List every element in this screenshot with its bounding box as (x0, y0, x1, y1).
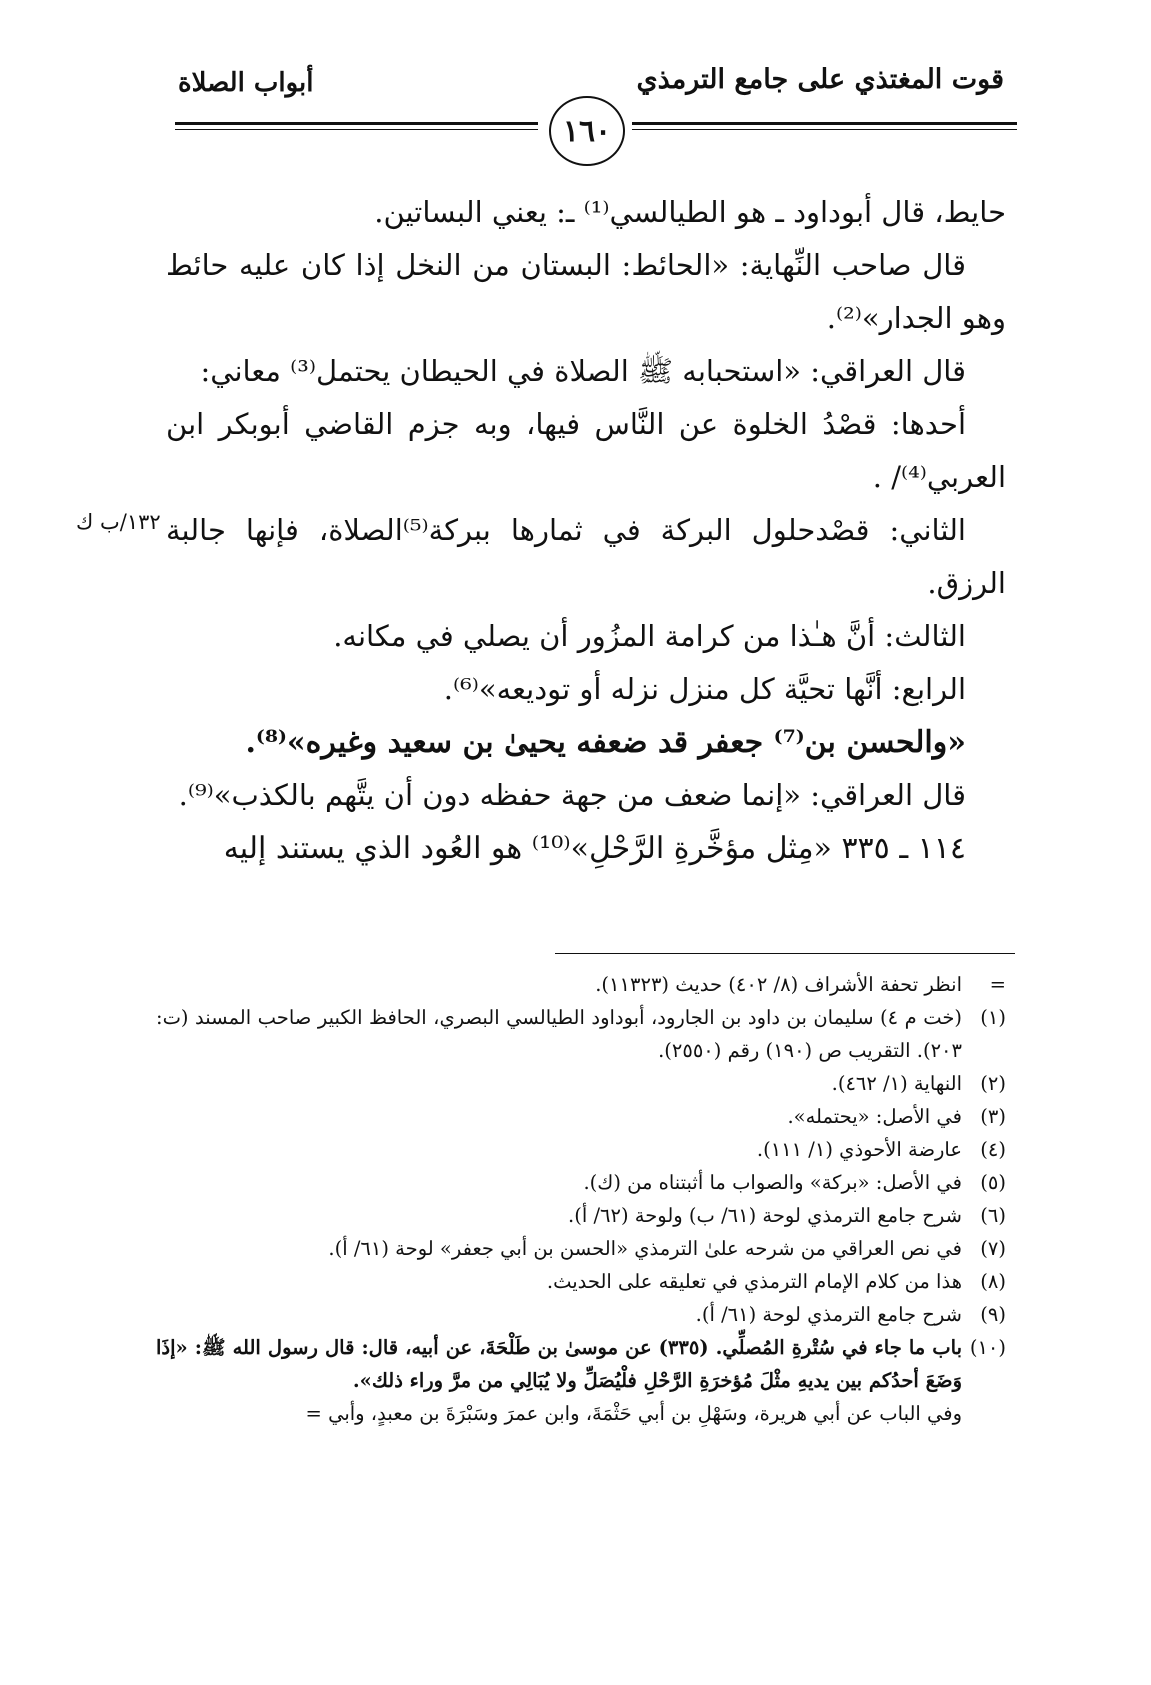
body-paragraph: قال صاحب النِّهاية: «الحائط: البستان من النخل إذا كان عليه حائط وهو الجدار»⁽²⁾. (166, 248, 1006, 335)
footnote-number: (٣) (980, 1105, 1006, 1128)
footnote-text: (خت م ٤) سليمان بن داود بن الجارود، أبوداود الطيالسي البصري، الحافظ الكبير صاحب المسند (ت: ٢٠٣). التقريب ص (١٩٠) رقم (٢٥٥٠). (156, 1006, 963, 1062)
header-rule-right (632, 122, 1017, 130)
footnote (156, 1199, 1006, 1232)
footnote (156, 1166, 1006, 1199)
hadith-heading: ١١٤ ـ ٣٣٥ «مِثل مؤخَّرةِ الرَّحْلِ»⁽¹⁰⁾ هو العُود الذي يستند إليه (223, 831, 966, 866)
page-number: ١٦٠ (549, 96, 625, 166)
body-paragraph: الثاني: قصْدحلول البركة في ثمارها ببركة⁽⁵⁾الصلاة، فإنها جالبة الرزق. (166, 513, 1006, 600)
margin-note: ١٣٢/ب ك (76, 510, 161, 534)
main-text (166, 186, 1006, 875)
footnote-number: (٥) (980, 1171, 1006, 1194)
footnote-number: (٧) (980, 1237, 1006, 1260)
footnote (156, 1133, 1006, 1166)
footnote-number: = (989, 973, 1006, 996)
footnote-number: (١) (980, 1006, 1006, 1029)
footnote (156, 1001, 1006, 1067)
body-paragraph: حايط، قال أبوداود ـ هو الطيالسي⁽¹⁾ ـ: يعني البساتين. (374, 195, 1006, 229)
footnote (156, 1232, 1006, 1265)
footnote-text: هذا من كلام الإمام الترمذي في تعليقه على الحديث. (546, 1270, 962, 1293)
footnotes (156, 968, 1006, 1430)
footnote-text: في الأصل: «بركة» والصواب ما أثبتناه من (ك). (583, 1171, 962, 1194)
footnote (156, 968, 1006, 1001)
footnote-number (962, 1397, 1006, 1430)
footnote-text: باب ما جاء في سُتْرةِ المُصلِّي. (٣٣٥) عن موسىٰ بن طَلْحَةَ، عن أبيه، قال: قال رسول الله ﷺ: «إذَا وَضَعَ أحدُكم بين يديهِ مثْلَ مُؤخرَةِ الرَّحْلِ فلْيُصَلِّ ولا يُبَالِي من مرَّ وراء ذلك». (156, 1336, 962, 1392)
footnote-number: (٩) (980, 1303, 1006, 1326)
header-rule-left (175, 122, 538, 130)
body-paragraph: الرابع: أنَّها تحيَّة كل منزل نزله أو توديعه»⁽⁶⁾. (443, 672, 966, 706)
body-paragraph: الثالث: أنَّ هـٰذا من كرامة المزُور أن يصلي في مكانه. (333, 619, 966, 653)
book-title: قوت المغتذي على جامع الترمذي (636, 64, 1004, 95)
hadith-quote: «والحسن بن⁽⁷⁾ جعفر قد ضعفه يحيىٰ بن سعيد وغيره»⁽⁸⁾. (245, 725, 966, 760)
footnote (156, 1397, 1006, 1430)
footnote-text: عارضة الأحوذي (١/ ١١١). (756, 1138, 962, 1161)
body-paragraph: أحدها: قصْدُ الخلوة عن النَّاس فيها، وبه جزم القاضي أبوبكر ابن العربي⁽⁴⁾/ . (166, 407, 1006, 494)
footnote-text: وفي الباب عن أبي هريرة، وسَهْلِ بن أبي حَثْمَةَ، وابن عمرَ وسَبْرَةَ بن معبدٍ، وأبي = (305, 1402, 962, 1425)
footnote-number: (٤) (980, 1138, 1006, 1161)
footnote-text: شرح جامع الترمذي لوحة (٦١/ أ). (695, 1303, 962, 1326)
footnote-text: شرح جامع الترمذي لوحة (٦١/ ب) ولوحة (٦٢/ أ). (568, 1204, 962, 1227)
footnote-text: في نص العراقي من شرحه علىٰ الترمذي «الحسن بن أبي جعفر» لوحة (٦١/ أ). (328, 1237, 962, 1260)
footnote-number: (٨) (980, 1270, 1006, 1293)
footnote-number: (١٠) (969, 1336, 1006, 1359)
body-paragraph: قال العراقي: «استحبابه ﷺ الصلاة في الحيطان يحتمل⁽³⁾ معاني: (200, 354, 966, 388)
footnote-number: (٦) (980, 1204, 1006, 1227)
footnote (156, 1331, 1006, 1397)
footnote-text: انظر تحفة الأشراف (٨/ ٤٠٢) حديث (١١٣٢٣). (595, 973, 962, 996)
body-paragraph: قال العراقي: «إنما ضعف من جهة حفظه دون أن يتَّهم بالكذب»⁽⁹⁾. (178, 778, 966, 812)
footnote (156, 1298, 1006, 1331)
footnote (156, 1100, 1006, 1133)
footnote-text: في الأصل: «يحتمله». (787, 1105, 962, 1128)
footnote-number: (٢) (980, 1072, 1006, 1095)
footnote (156, 1067, 1006, 1100)
footnote-text: النهاية (١/ ٤٦٢). (831, 1072, 962, 1095)
chapter-title: أبواب الصلاة (178, 68, 314, 98)
footnote-separator (555, 953, 1015, 954)
footnote (156, 1265, 1006, 1298)
